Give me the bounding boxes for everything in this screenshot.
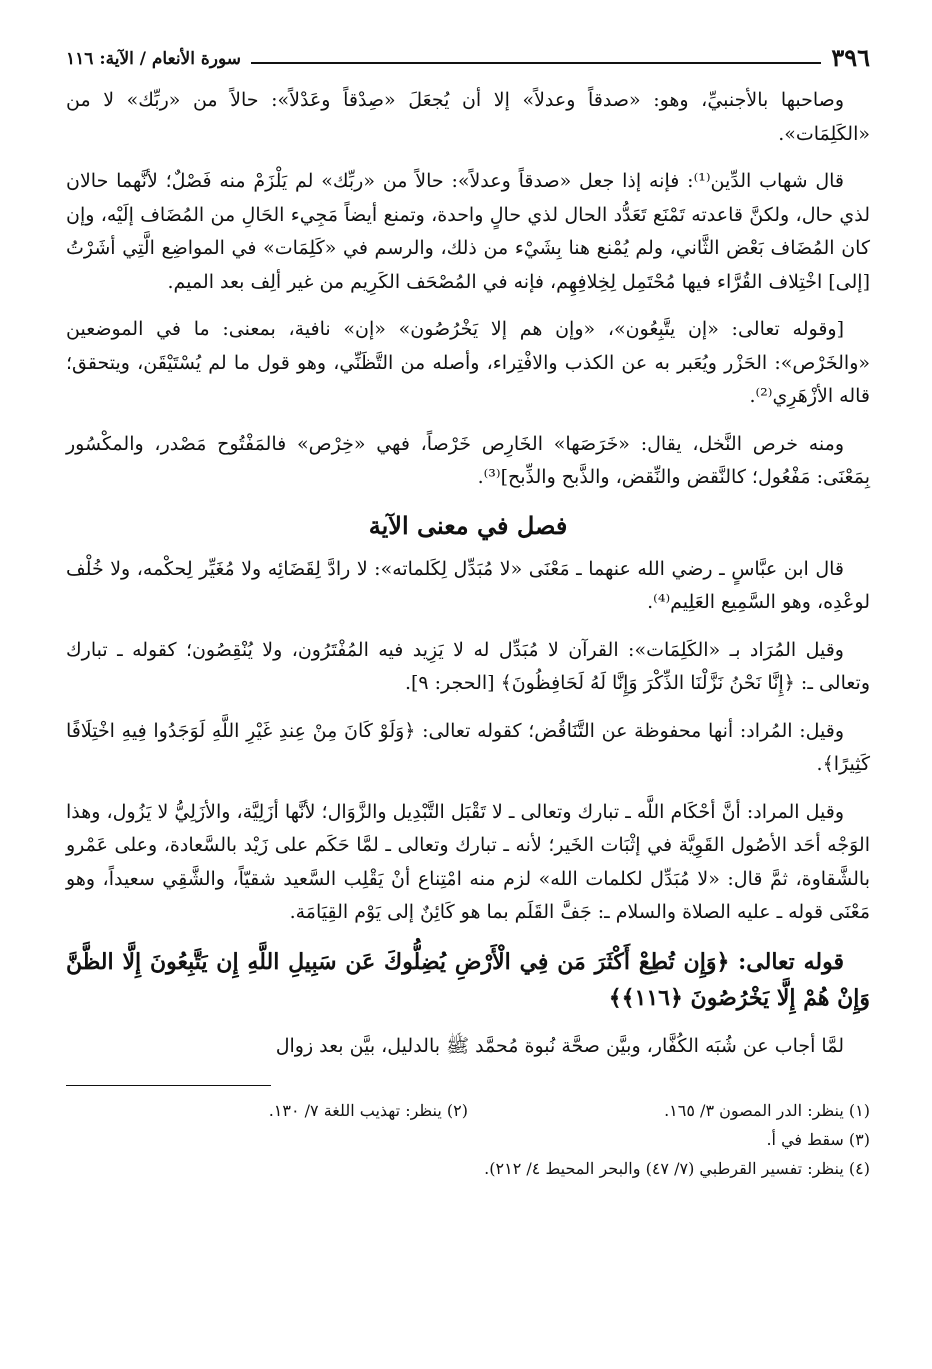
paragraph: وقيل: المُراد: أنها محفوظة عن التَّنَاقُض؛ كقوله تعالى: ﴿وَلَوْ كَانَ مِنْ عِندِ غَيْرِ اللَّهِ لَوَجَدُوا فِيهِ اخْتِلَافًا كَثِيرًا﴾. bbox=[66, 719, 870, 775]
paragraph: وقيل المراد: أنَّ أحْكَام اللَّه ـ تبارك وتعالى ـ لا تَقْبَل التَّبْدِيل والزَّوَال؛ لأنَّها أزَلِيَّة، والأزَلِيُّ لا يَزُول، وهذا الوَجْه أحَد الأصُول القَوِيَّة في إثْبَات الخَير؛ لأنه ـ تبارك وتعالى ـ لمَّا حَكَم على زَيْد بالسَّعادة، وعلى عَمْرو بالشَّقاوة، ثمَّ قال: «لا مُبَدِّل لكلمات الله» لزم منه امْتِناع أنْ يَقْلِب السَّعيد شقيّاً، والشَّقِي سعيداً، وهو مَعْنَى قوله ـ عليه الصلاة والسلام ـ: جَفَّ القَلَم بما هو كَائِنٌ إلى يَوْم القِيَامَة. bbox=[66, 800, 870, 923]
paragraph: [وقوله تعالى: «إن يتَّبِعُون»، «وإن هم إلا يَخْرُصُون» «إن» نافية، بمعنى: ما في الموضعين «والخَرْص»: الحَزْر ويُعَبر به عن الكذب والافْتِراء، وأصله من التَّظَنِّي، وهو قول ما لم يُسْتَيْقَن، ويتحقق؛ قاله الأزْهَرِي⁽²⁾. bbox=[66, 318, 870, 407]
paragraph: وقيل المُرَاد بـ «الكَلِمَات»: القرآن لا مُبَدِّل له لا يَزِيد فيه المُفْتَرُون، ولا يُنْقِصُون؛ كقوله ـ تبارك وتعالى ـ: ﴿إِنَّا نَحْنُ نَزَّلْنَا الذِّكْرَ وَإِنَّا لَهُ لَحَافِظُونَ﴾ [الحجر: ٩]. bbox=[66, 638, 870, 694]
body-text bbox=[66, 84, 870, 1063]
footnote-row bbox=[66, 1096, 870, 1125]
quran-verse: قوله تعالى: ﴿وَإِن تُطِعْ أَكْثَرَ مَن فِي الْأَرْضِ يُضِلُّوكَ عَن سَبِيلِ اللَّهِ إِن يَتَّبِعُونَ إِلَّا الظَّنَّ وَإِنْ هُمْ إِلَّا يَخْرُصُونَ ﴿١١٦﴾﴾ bbox=[66, 948, 870, 1011]
footnote-4: (٤) ينظر: تفسير القرطبي (٧/ ٤٧) والبحر المحيط ٤/ ٢١٢). bbox=[484, 1159, 870, 1178]
running-head bbox=[66, 40, 870, 70]
footnote-rule bbox=[66, 1085, 271, 1086]
header-rule bbox=[251, 62, 821, 64]
paragraph: ومنه خرص النَّخل، يقال: «خَرَصَها» الخَارِص خَرْصاً، فهي «خِرْص» فالمَفْتُوح مَصْدر، والمكْسُور بِمَعْنَى: مَفْعُول؛ كالنَّقض والنِّقض، والذَّبح والذِّبح]⁽³⁾. bbox=[66, 432, 870, 488]
paragraph: وصاحبها بالأجنبيِّ، وهو: «صدقاً وعدلاً» إلا أن يُجعَلَ «صِدْقاً وعَدْلاً»: حالاً من «ربِّك» لا من «الكَلِمَات». bbox=[66, 89, 870, 145]
footnote-3: (٣) سقط في أ. bbox=[766, 1130, 870, 1149]
surah-title: سورة الأنعام / الآية: ١١٦ bbox=[66, 49, 242, 69]
footnotes bbox=[66, 1096, 870, 1183]
paragraph: قال شهاب الدِّين⁽¹⁾: فإنه إذا جعل «صدقاً وعدلاً»: حالاً من «ربِّك» لم يَلْزَمْ منه فَصْلٌ؛ لأنَّهما حالان لذي حال، ولكنَّ قاعدته تَمْنَع تَعَدُّد الحال لذي حالٍ واحدة، وتمنع أيضاً مَجِيء الحَالِ من المُضَاف إلَيْه، وإن كان المُضَاف بَعْض الثَّاني، ولم يُمْنع هنا بِشَيْء من ذلك، والرسم في «كَلِمَات» في المواضِع الَّتِي أشَرْتُ [إلى] اخْتِلاف القُرَّاء فيها مُحْتَمِل لِخِلافِهِم، فإنه في المُصْحَف الكَرِيم من غير ألِف بعد الميم. bbox=[66, 170, 870, 293]
paragraph: قال ابن عبَّاسٍ ـ رضي الله عنهما ـ مَعْنَى «لا مُبَدِّل لِكَلماته»: لا رادَّ لِقَضَائِه ولا مُغَيِّر لِحكْمه، ولا خُلْف لوعْدِه، وهو السَّمِيع العَلِيم⁽⁴⁾. bbox=[66, 557, 870, 613]
footnote-1: (١) ينظر: الدر المصون ٣/ ١٦٥. bbox=[664, 1101, 870, 1120]
page-number: ٣٩٦ bbox=[831, 43, 870, 72]
footnote-2: (٢) ينظر: تهذيب اللغة ٧/ ١٣٠. bbox=[268, 1101, 468, 1120]
section-heading: فصل في معنى الآية bbox=[368, 510, 568, 540]
paragraph: لمَّا أجاب عن شُبَه الكُفَّار، وبيَّن صحَّة نُبوة مُحمَّد ﷺ بالدليل، بيَّن بعد زوال bbox=[275, 1034, 844, 1057]
